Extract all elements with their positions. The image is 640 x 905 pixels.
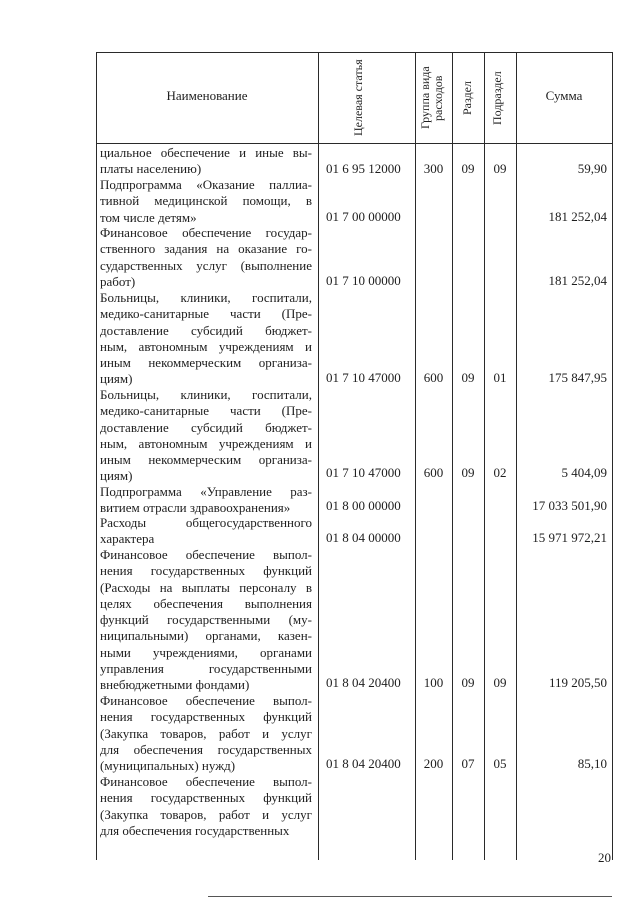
row-target-article: 01 7 00 00000 bbox=[326, 209, 401, 224]
row-sum: 181 252,04 bbox=[548, 209, 607, 224]
row-expense-group: 600 bbox=[423, 465, 444, 480]
page-number: 20 bbox=[598, 850, 611, 865]
row-description: Подпрограмма «Оказание паллиа- тивной медицинской помощи, в том числе детям» bbox=[100, 177, 312, 225]
row-target-article: 01 8 04 00000 bbox=[326, 530, 401, 545]
row-sum: 17 033 501,90 bbox=[532, 498, 607, 513]
row-section: 09 bbox=[461, 465, 475, 480]
row-description: циальное обеспечение и иные вы- платы населению) bbox=[100, 145, 312, 177]
row-description: Больницы, клиники, госпитали, медико-санитарные части (Пре- доставление субсидий бюджет- ным, автономным учреждениям и иным некоммерческим организа- циям) bbox=[100, 290, 312, 387]
table-top-rule bbox=[96, 52, 612, 53]
row-target-article: 01 7 10 47000 bbox=[326, 370, 401, 385]
row-expense-group: 300 bbox=[423, 161, 444, 176]
row-sum: 181 252,04 bbox=[548, 273, 607, 288]
header-target-article: Целевая статья bbox=[351, 59, 365, 137]
row-description: Финансовое обеспечение государ- ственного задания на оказание го- сударственных услуг (выполнение работ) bbox=[100, 225, 312, 289]
row-sum: 59,90 bbox=[577, 161, 607, 176]
row-expense-group: 600 bbox=[423, 370, 444, 385]
footer-rule bbox=[208, 896, 612, 897]
row-target-article: 01 8 04 20400 bbox=[326, 675, 401, 690]
row-description: Финансовое обеспечение выпол- нения государственных функций (Расходы на выплаты персоналу в целях обеспечения выполнения функций государственными (му- ниципальными) органами, казен- ными учреждениями, органами управления государственными внебюджетными фондами) bbox=[100, 547, 312, 693]
row-subsection: 05 bbox=[493, 756, 507, 771]
row-target-article: 01 8 00 00000 bbox=[326, 498, 401, 513]
header-section: Раздел bbox=[460, 81, 474, 115]
row-description: Расходы общегосударственного характера bbox=[100, 515, 312, 547]
row-target-article: 01 8 04 20400 bbox=[326, 756, 401, 771]
row-description: Больницы, клиники, госпитали, медико-санитарные части (Пре- доставление субсидий бюджет- ным, автономным учреждениям и иным некоммерческим организа- циям) bbox=[100, 387, 312, 484]
row-subsection: 02 bbox=[493, 465, 507, 480]
header-name: Наименование bbox=[166, 88, 248, 103]
row-subsection: 09 bbox=[493, 675, 507, 690]
column-rule bbox=[96, 52, 97, 860]
row-target-article: 01 6 95 12000 bbox=[326, 161, 401, 176]
row-sum: 119 205,50 bbox=[548, 675, 607, 690]
table-header-rule bbox=[96, 143, 612, 144]
row-description: Финансовое обеспечение выпол- нения государственных функций (Закупка товаров, работ и услуг для обеспечения государственных bbox=[100, 774, 312, 838]
row-description: Подпрограмма «Управление раз- витием отрасли здравоохранения» bbox=[100, 484, 312, 516]
column-rule bbox=[612, 52, 613, 860]
row-section: 09 bbox=[461, 370, 475, 385]
header-sum: Сумма bbox=[545, 88, 583, 103]
header-expense-group: Группа вида расходов bbox=[418, 66, 445, 130]
row-sum: 175 847,95 bbox=[548, 370, 607, 385]
row-section: 09 bbox=[461, 161, 475, 176]
row-sum: 15 971 972,21 bbox=[532, 530, 607, 545]
row-target-article: 01 7 10 47000 bbox=[326, 465, 401, 480]
row-expense-group: 100 bbox=[423, 675, 444, 690]
header-subsection: Подраздел bbox=[490, 71, 504, 125]
row-sum: 85,10 bbox=[577, 756, 607, 771]
row-section: 09 bbox=[461, 675, 475, 690]
row-subsection: 09 bbox=[493, 161, 507, 176]
row-expense-group: 200 bbox=[423, 756, 444, 771]
row-target-article: 01 7 10 00000 bbox=[326, 273, 401, 288]
row-subsection: 01 bbox=[493, 370, 507, 385]
row-description: Финансовое обеспечение выпол- нения государственных функций (Закупка товаров, работ и услуг для обеспечения государственных (муниципальных) нужд) bbox=[100, 693, 312, 774]
column-rule bbox=[318, 52, 319, 860]
row-sum: 5 404,09 bbox=[561, 465, 607, 480]
row-section: 07 bbox=[461, 756, 475, 771]
